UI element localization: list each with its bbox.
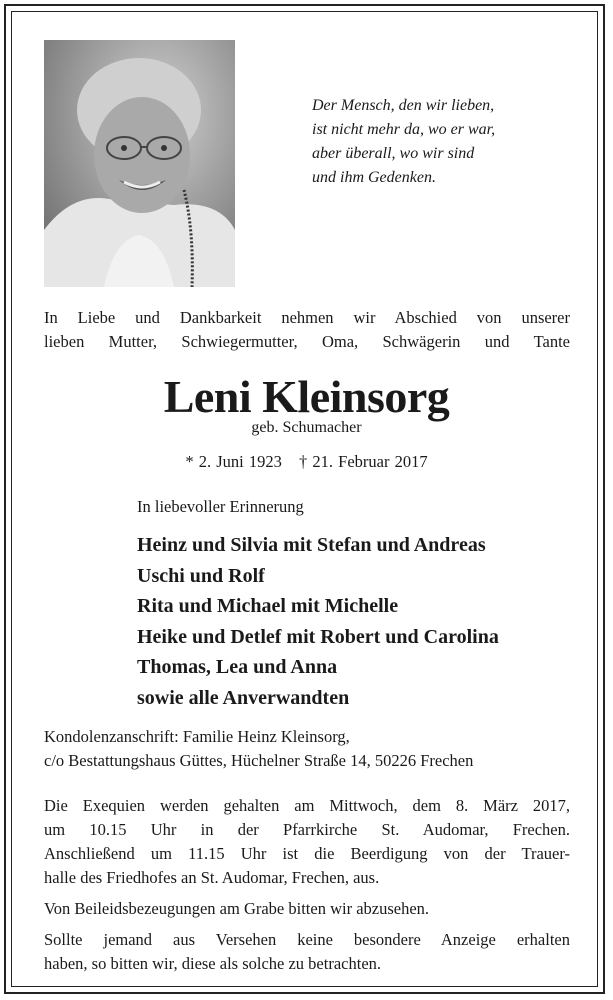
mourner-line: Rita und Michael mit Michelle [137, 595, 399, 617]
birth-date: * 2. Juni 1923 [185, 452, 282, 471]
condolence-address [44, 725, 570, 773]
intro-line: In Liebe und Dankbarkeit nehmen wir Abschied von unserer [44, 308, 570, 327]
mourner-line: Uschi und Rolf [137, 564, 265, 587]
service-info [44, 794, 570, 890]
condolence-note-line: Von Beileidsbezeugungen am Grabe bitten wir abzusehen. [44, 899, 430, 918]
service-line: halle des Friedhofes an St. Audomar, Frechen, aus. [44, 868, 380, 887]
poem-line: Der Mensch, den wir lieben, [312, 97, 495, 114]
mourner-line: Heike und Detlef mit Robert und Carolina [137, 625, 499, 648]
poem-line: und ihm Gedenken. [312, 169, 436, 186]
birth-name: geb. Schumacher [251, 419, 362, 436]
closing-line: Sollte jemand aus Versehen keine besondere Anzeige erhalten [44, 930, 570, 949]
life-dates [0, 452, 613, 472]
condolence-note [44, 897, 570, 921]
intro-text [44, 306, 570, 354]
mourner-line: Thomas, Lea und Anna [137, 656, 338, 678]
address-line: Kondolenzanschrift: Familie Heinz Kleinsorg, [44, 727, 350, 746]
deceased-name: Leni Kleinsorg [163, 371, 450, 422]
address-line: c/o Bestattungshaus Güttes, Hüchelner Straße 14, 50226 Frechen [44, 751, 474, 770]
portrait-image [44, 40, 235, 287]
poem [312, 94, 495, 190]
death-date: † 21. Februar 2017 [299, 452, 428, 471]
mourner-line: Heinz und Silvia mit Stefan und Andreas [137, 534, 486, 556]
service-line: Anschließend um 11.15 Uhr ist die Beerdigung von der Trauer- [44, 844, 570, 863]
service-line: Die Exequien werden gehalten am Mittwoch, dem 8. März 2017, [44, 796, 570, 815]
mourner-line: sowie alle Anverwandten [137, 686, 350, 709]
poem-line: ist nicht mehr da, wo er war, [312, 121, 496, 138]
poem-line: aber überall, wo wir sind [312, 145, 475, 162]
mourners-list [137, 530, 499, 713]
closing-line: haben, so bitten wir, diese als solche zu betrachten. [44, 954, 382, 973]
service-line: um 10.15 Uhr in der Pfarrkirche St. Audomar, Frechen. [44, 820, 570, 839]
memory-line: In liebevoller Erinnerung [137, 497, 304, 516]
intro-line: lieben Mutter, Schwiegermutter, Oma, Schwägerin und Tante [44, 332, 570, 351]
portrait-photo [44, 40, 235, 287]
closing-note [44, 928, 570, 976]
